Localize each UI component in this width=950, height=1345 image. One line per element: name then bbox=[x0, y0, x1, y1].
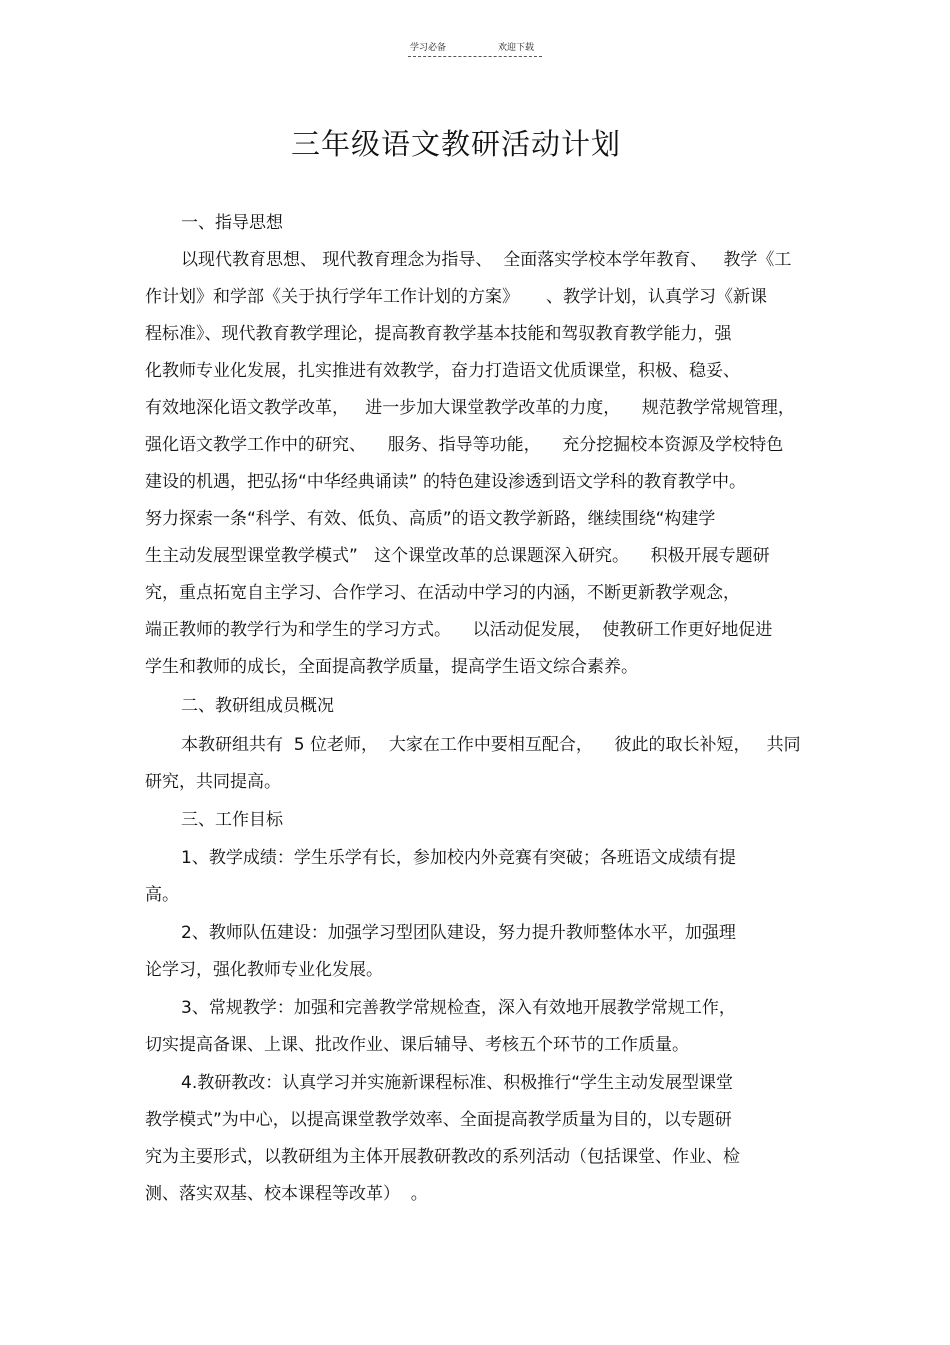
paragraph-line: 2、教师队伍建设：加强学习型团队建设，努力提升教师整体水平，加强理 bbox=[181, 923, 736, 943]
paragraph-line: 4.教研教改：认真学习并实施新课程标准、积极推行“学生主动发展型课堂 bbox=[181, 1073, 734, 1093]
paragraph-line: 强化语文教学工作中的研究、 服务、指导等功能， 充分挖掘校本资源及学校特色 bbox=[145, 435, 784, 455]
paragraph-line: 二、教研组成员概况 bbox=[181, 696, 334, 716]
paragraph-line: 测、落实双基、校本课程等改革） 。 bbox=[145, 1184, 428, 1204]
page-header bbox=[408, 38, 542, 57]
paragraph-line: 作计划》和学部《关于执行学年工作计划的方案》 、教学计划，认真学习《新课 bbox=[145, 287, 768, 307]
paragraph-line: 3、常规教学：加强和完善教学常规检查，深入有效地开展教学常规工作， bbox=[181, 998, 736, 1018]
paragraph-line: 究为主要形式，以教研组为主体开展教研教改的系列活动（包括课堂、作业、检 bbox=[145, 1147, 740, 1167]
paragraph-line: 研究，共同提高。 bbox=[145, 772, 281, 792]
paragraph-line: 1、教学成绩：学生乐学有长，参加校内外竞赛有突破；各班语文成绩有提 bbox=[181, 848, 736, 868]
paragraph-line: 程标准》、现代教育教学理论，提高教育教学基本技能和驾驭教育教学能力，强 bbox=[145, 324, 732, 344]
header-left-text: 学习必备 bbox=[410, 43, 447, 53]
paragraph-line: 学生和教师的成长，全面提高教学质量，提高学生语文综合素养。 bbox=[145, 657, 638, 677]
paragraph-line: 一、指导思想 bbox=[181, 213, 283, 233]
paragraph-line: 努力探索一条“科学、有效、低负、高质”的语文教学新路，继续围绕“构建学 bbox=[145, 509, 716, 529]
paragraph-line: 切实提高备课、上课、批改作业、课后辅导、考核五个环节的工作质量。 bbox=[145, 1035, 689, 1055]
paragraph-line: 化教师专业化发展，扎实推进有效教学，奋力打造语文优质课堂，积极、稳妥、 bbox=[145, 361, 740, 381]
paragraph-line: 教学模式”为中心，以提高课堂教学效率、全面提高教学质量为目的，以专题研 bbox=[145, 1110, 732, 1130]
paragraph-line: 论学习，强化教师专业化发展。 bbox=[145, 960, 383, 980]
document-title: 三年级语文教研活动计划 bbox=[290, 127, 621, 161]
paragraph-line: 生主动发展型课堂教学模式” 这个课堂改革的总课题深入研究。 积极开展专题研 bbox=[145, 546, 770, 566]
paragraph-line: 高。 bbox=[145, 885, 179, 905]
header-right-text: 欢迎下载 bbox=[498, 43, 535, 53]
paragraph-line: 三、工作目标 bbox=[181, 810, 283, 830]
paragraph-line: 有效地深化语文教学改革， 进一步加大课堂教学改革的力度， 规范教学常规管理， bbox=[145, 398, 795, 418]
paragraph-line: 建设的机遇，把弘扬“中华经典诵读” 的特色建设渗透到语文学科的教育教学中。 bbox=[145, 472, 747, 492]
paragraph-line: 本教研组共有 5 位老师， 大家在工作中要相互配合， 彼此的取长补短， 共同 bbox=[181, 735, 801, 755]
paragraph-line: 端正教师的教学行为和学生的学习方式。 以活动促发展， 使教研工作更好地促进 bbox=[145, 620, 773, 640]
paragraph-line: 以现代教育思想、 现代教育理念为指导、 全面落实学校本学年教育、 教学《工 bbox=[181, 250, 792, 270]
paragraph-line: 究，重点拓宽自主学习、合作学习、在活动中学习的内涵，不断更新教学观念， bbox=[145, 583, 740, 603]
